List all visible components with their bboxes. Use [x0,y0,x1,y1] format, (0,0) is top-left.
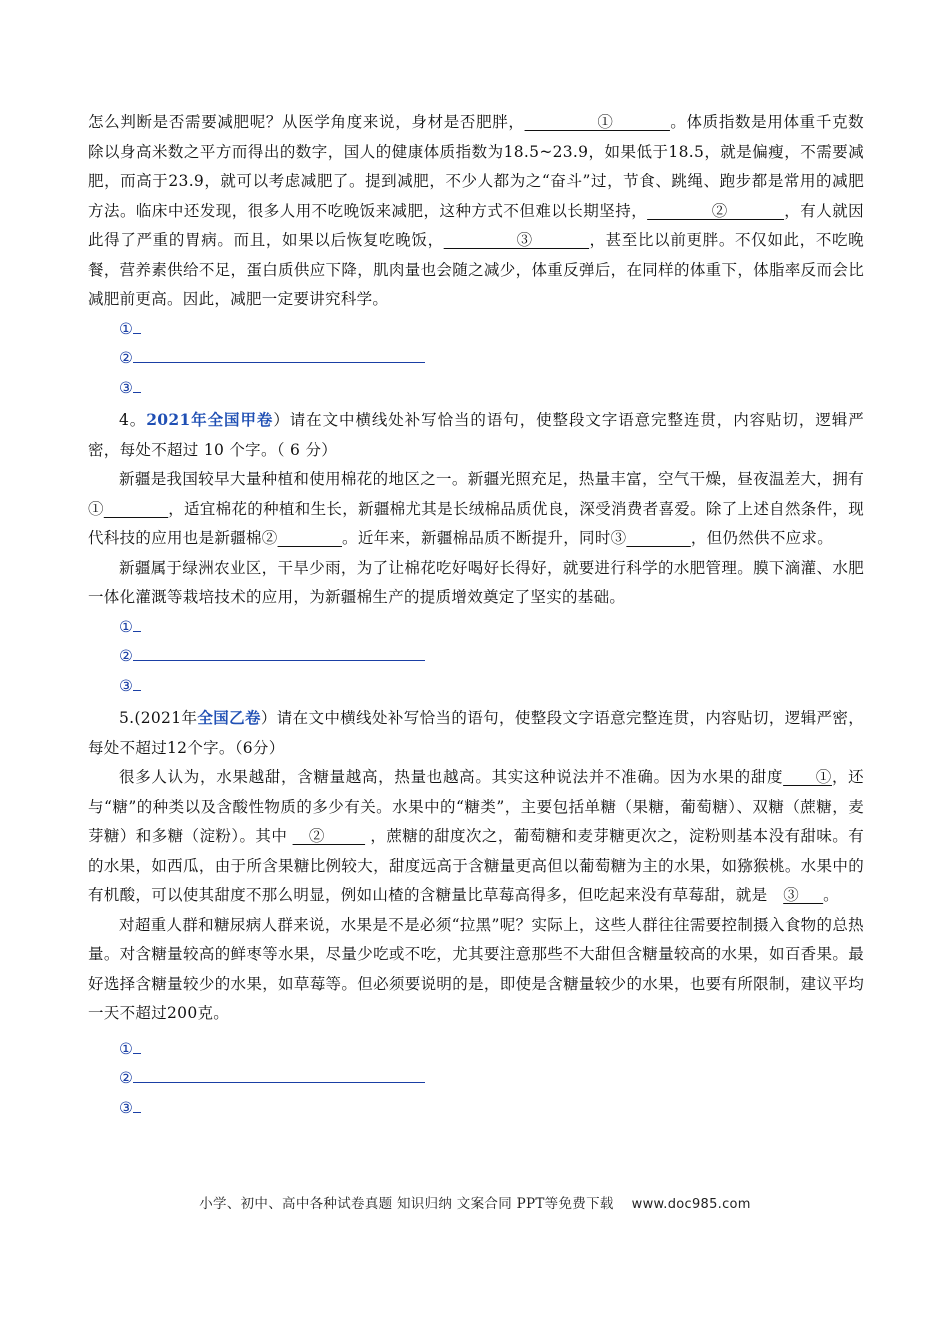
q4-answer-3[interactable]: ③ [119,672,864,702]
q3-text-4: ，甚至比以前更胖。不仅如此，不吃晚餐，营养素供给不足，蛋白质供应下降，肌肉量也会随之减少，体重反弹后，在同样的体重下，体脂率反而会比减肥前更高。因此，减肥一定要讲究科学。 [88,231,864,308]
q5-paragraph-2: 对超重人群和糖尿病人群来说，水果是不是必须“拉黑”呢？实际上，这些人群往往需要控制摄入食物的总热量。对含糖量较高的鲜枣等水果，尽量少吃或不吃，尤其要注意那些不大甜但含糖量较高的水果，如百香果。最好选择含糖量较少的水果，如草莓等。但必须要说明的是，即使是含糖量较少的水果，也要有所限制，建议平均一天不超过200克。 [88,915,864,1022]
q3-text-2: 。体质指数是用体重千克数除以身高米数之平方而得出的数字，国人的健康体质指数为18.5~23.9，如果低于18.5，就是偏瘦，不需要减肥，而高于23.9，就可以考虑减肥了。提到减肥，不少人都为之“奋斗”过，节食、跳绳、跑步都是常用的减肥方法。临床中还发现，很多人用不吃晚饭来减肥，这种方式不但难以长期坚持， [88,113,864,220]
q4-paragraph-2: 新疆属于绿洲农业区，干旱少雨，为了让棉花吃好喝好长得好，就要进行科学的水肥管理。膜下滴灌、水肥一体化灌溉等栽培技术的应用，为新疆棉生产的提质增效奠定了坚实的基础。 [88,558,864,606]
q4-instr-text: ）请在文中横线处补写恰当的语句，使整段文字语意完整连贯，内容贴切，逻辑严密，每处不超过 10 个字。（ 6 分） [88,411,864,459]
q3-blank-2: ________②_______ [647,201,785,220]
q3-passage [88,108,864,315]
q5-blank-3: ③___ [783,886,824,904]
q5-blank-2: __②_____ [292,827,366,845]
q5-number: 5.(2021年 [119,709,198,727]
q4-paragraph-1: 新疆是我国较早大量种植和使用棉花的地区之一。新疆光照充足，热量丰富，空气干燥，昼夜温差大，拥有①________，适宜棉花的种植和生长，新疆棉尤其是长绒棉品质优良，深受消费者喜爱。除了上述自然条件，现代科技的应用也是新疆棉②________。近年来，新疆棉品质不断提升，同时③________，但仍然供不应求。 [88,470,865,547]
footer-text: 小学、初中、高中各种试卷真题 知识归纳 文案合同 PPT等免费下载 [199,1196,614,1212]
q5-paragraph-1: 很多人认为，水果越甜，含糖量越高，热量也越高。其实这种说法并不准确。因为水果的甜度____①，还与“糖”的种类以及含酸性物质的多少有关。水果中的“糖类”，主要包括单糖（果糖，葡萄糖）、双糖（蔗糖，麦芽糖）和多糖（淀粉）。其中 __②_____ ，蔗糖的甜度次之，葡萄糖和麦芽糖更次之，淀粉则基本没有甜味。有的水果，如西瓜，由于所含果糖比例较大，甜度远高于含糖量更高但以葡萄糖为主的水果，如猕猴桃。水果中的有机酸，可以使其甜度不那么明显，例如山楂的含糖量比草莓高得多，但吃起来没有草莓甜，就是 ③___。 [88,768,864,904]
q5-blank-1: ____① [783,768,832,786]
q3-blank-3: _________③_______ [443,231,590,249]
q3-answer-2[interactable]: ② [119,344,864,374]
q3-answer-1[interactable]: ① [119,315,864,345]
q4-blank-1: ________ [103,499,169,518]
q3-text-1: 怎么判断是否需要减肥呢？从医学角度来说，身材是否肥胖， [88,113,525,131]
q3-answer-3[interactable]: ③ [119,374,864,404]
q5-instr-text: ）请在文中横线处补写恰当的语句，使整段文字语意完整连贯，内容贴切，逻辑严密，每处不超过12个字。（6分） [88,709,865,757]
q5-answer-2[interactable]: ② [119,1064,864,1094]
q3-blank-1: _________①_______ [524,113,670,131]
q4-source-link[interactable]: 2021年全国甲卷 [146,410,274,429]
page-footer [0,1192,950,1212]
q4-blank-3: ________ [626,529,691,547]
q4-answer-1[interactable]: ① [119,613,864,643]
q5-answer-3[interactable]: ③ [119,1094,864,1124]
q5-instruction [88,703,864,763]
q4-answer-2[interactable]: ② [119,642,864,672]
footer-url-link[interactable]: www.doc985.com [631,1197,751,1212]
q3-text-3: ，有人就因此得了严重的胃病。而且，如果以后恢复吃晚饭， [88,201,864,249]
q5-source-link[interactable]: 全国乙卷 [197,708,261,727]
q4-instruction [88,405,864,465]
q4-number: 4。 [119,411,147,429]
q5-answer-1[interactable]: ① [119,1035,864,1065]
q4-blank-2: ________ [277,529,343,547]
document-body [88,108,864,1123]
